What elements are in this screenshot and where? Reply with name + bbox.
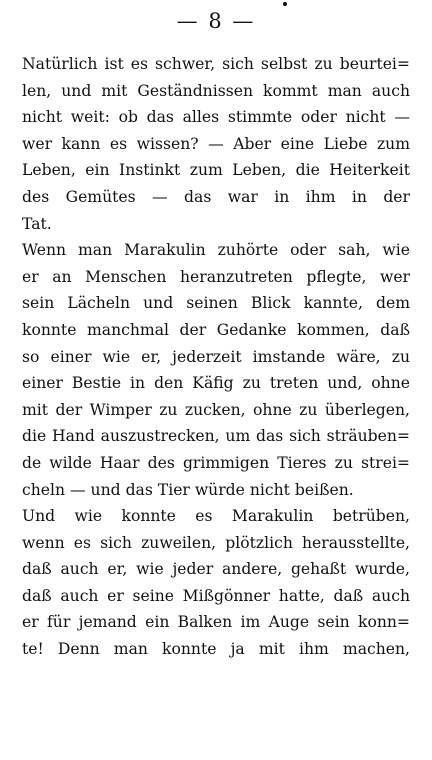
text-line: so einer wie er, jederzeit imstande wäre, zu — [22, 347, 410, 366]
page-number: — 8 — — [176, 9, 256, 33]
text-line: wenn es sich zuweilen, plötzlich herausstellte, — [22, 533, 410, 552]
text-line: er für jemand ein Balken im Auge sein konn= — [22, 613, 410, 632]
text-line: die Hand auszustrecken, um das sich sträuben= — [22, 427, 410, 446]
body-text — [22, 51, 410, 663]
text-line: de wilde Haar des grimmigen Tieres zu strei= — [22, 453, 410, 472]
text-line: Leben, ein Instinkt zum Leben, die Heiterkeit — [22, 161, 410, 180]
text-line: Und wie konnte es Marakulin betrüben, — [22, 507, 410, 526]
text-line: nicht weit: ob das alles stimmte oder nicht — — [22, 108, 410, 127]
text-line: wer kann es wissen? — Aber eine Liebe zum — [22, 134, 410, 153]
text-line: te! Denn man konnte ja mit ihm machen, — [22, 640, 410, 659]
text-line: Natürlich ist es schwer, sich selbst zu beurtei= — [22, 55, 410, 73]
text-line: Wenn man Marakulin zuhörte oder sah, wie — [22, 241, 410, 260]
text-line: er an Menschen heranzutreten pflegte, wer — [22, 267, 410, 286]
text-line: daß auch er, wie jeder andere, gehaßt wurde, — [22, 560, 410, 579]
text-line: sein Lächeln und seinen Blick kannte, dem — [22, 294, 410, 313]
text-line: konnte manchmal der Gedanke kommen, daß — [22, 320, 410, 339]
text-line: mit der Wimper zu zucken, ohne zu überlegen, — [22, 400, 410, 419]
text-line: einer Bestie in den Käfig zu treten und, ohne — [22, 374, 410, 393]
text-line: Tat. — [22, 214, 52, 233]
text-line: daß auch er seine Mißgönner hatte, daß auch — [22, 586, 410, 605]
text-line: des Gemütes — das war in ihm in der — [22, 187, 410, 206]
text-line: len, und mit Geständnissen kommt man auch — [22, 81, 410, 100]
text-line: cheln — und das Tier würde nicht beißen. — [22, 480, 354, 499]
ink-dot — [283, 2, 287, 6]
